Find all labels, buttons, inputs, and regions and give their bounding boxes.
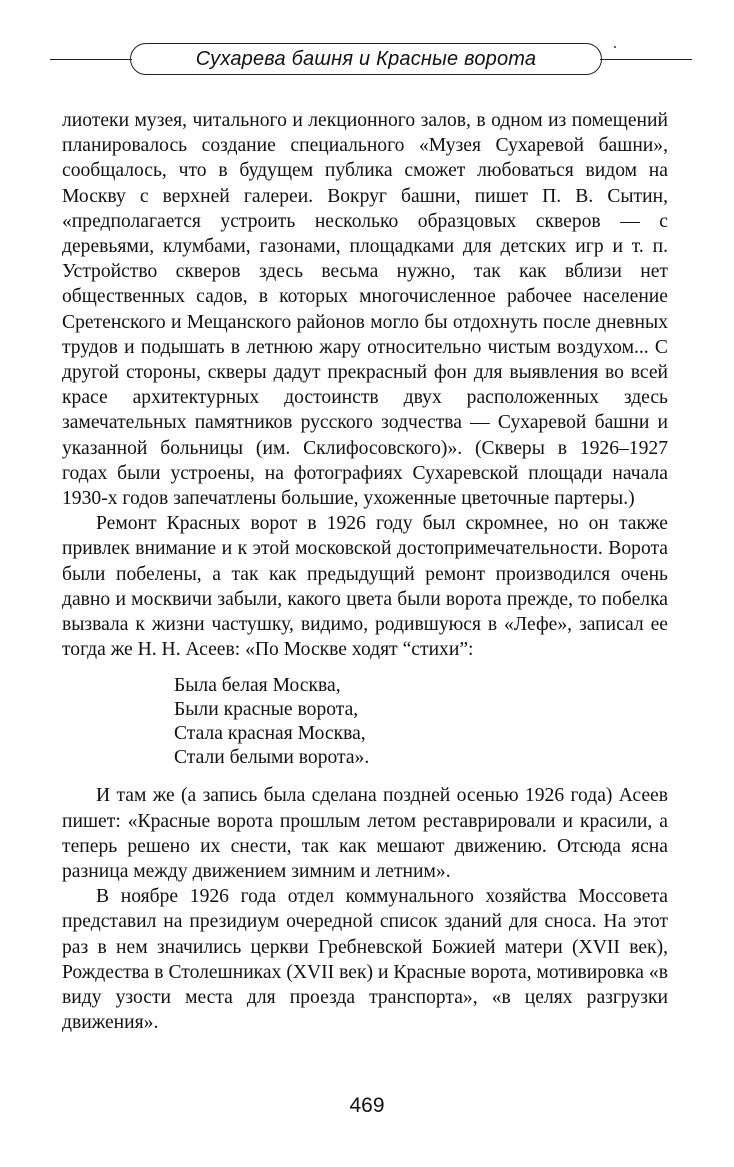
poem-line: Была белая Москва, <box>174 675 341 697</box>
poem-line: Были красные ворота, <box>174 699 359 721</box>
page-number: 469 <box>349 1094 385 1117</box>
running-header-title: Сухарева башня и Красные ворота <box>195 47 537 70</box>
header-rule-left <box>50 59 132 60</box>
paragraph: В ноябре 1926 года отдел коммунального хозяйства Моссовета представил на президиум очередной список зданий для сноса. На этот раз в нем значились церкви Гребневской Божией матери (XVII век), Рождества в Столешниках (XVII век) и Красные ворота, мотивировка «в виду узости места для проезда транспорта», «в целях разгрузки движения». <box>62 886 668 1034</box>
poem-quote <box>174 674 668 770</box>
running-header <box>24 40 714 80</box>
poem-line: Стала красная Москва, <box>174 723 366 745</box>
paragraph-continued: лиотеки музея, читального и лекционного залов, в одном из помещений планировалось создание специального «Музея Сухаревой башни», сообщалось, что в будущем публика сможет любоваться видом на Москву с верхней галереи. Вокруг башни, пишет П. В. Сытин, «предполагается устроить несколько образцовых скверов — с деревьями, клумбами, газонами, площадками для детских игр и т. п. Устройство скверов здесь весьма нужно, так как вблизи нет общественных садов, в которых многочисленное рабочее население Сретенского и Мещанского районов могло бы отдохнуть после дневных трудов и подышать в летнюю жару относительно чистым воздухом... С другой стороны, скверы дадут прекрасный фон для выявления во всей красе архитектурных достоинств двух расположенных здесь замечательных памятников русского зодчества — Сухаревой башни и указанной больницы (им. Склифосовского)». (Скверы в 1926–1927 годах были устроены, на фотографиях Сухаревской площади начала 1930-х годов запечатлены большие, ухоженные цветочные партеры.) <box>62 110 668 510</box>
header-rule-right <box>600 59 692 60</box>
body-text <box>62 108 668 1036</box>
paragraph: И там же (а запись была сделана поздней осенью 1926 года) Асеев пишет: «Красные ворота прошлым летом реставрировали и красили, а теперь решено их снести, так как мешают движению. Отсюда ясна разница между движением зимним и летним». <box>62 785 668 883</box>
header-title-frame <box>130 43 602 75</box>
paragraph: Ремонт Красных ворот в 1926 году был скромнее, но он также привлек внимание и к этой московской достопримечательности. Ворота были побелены, а так как предыдущий ремонт производился очень давно и москвичи забыли, какого цвета были ворота прежде, то побелка вызвала к жизни частушку, видимо, родившуюся в «Лефе», записал ее тогда же Н. Н. Асеев: «По Москве ходят “стихи”: <box>62 513 668 661</box>
speck-mark <box>614 46 616 48</box>
poem-line: Стали белыми ворота». <box>174 747 370 769</box>
